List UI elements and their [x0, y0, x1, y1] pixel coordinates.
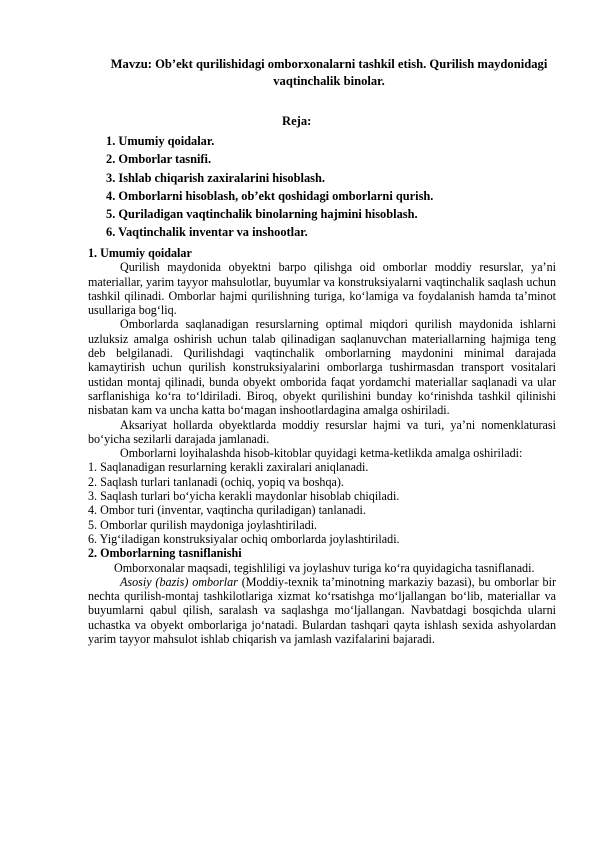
plan-list	[106, 132, 433, 242]
step-item: 2. Saqlash turlari tanlanadi (ochiq, yopiq va boshqa).	[88, 474, 344, 489]
section-heading: 2. Omborlarning tasniflanishi	[88, 546, 242, 561]
plan-heading: Reja:	[282, 114, 312, 128]
paragraph-text: (Moddiy-texnik ta’minotning markaziy bazasi), bu omborlar bir nechta qurilish-montaj tashkilotlariga xizmat ko‘rsatishga mo‘ljallangan bo‘lib, materiallar va buyumlarni qabul qilish, saralash va saqlashga mo‘ljallangan. Navbatdagi bosqichda ularni uchastka va obyekt omborlariga jo‘natadi. Bulardan tashqari qayta ishlash sexida ashyolardan yarim tayyor mahsulot ishlab chiqarish va jamlash vazifalarini bajaradi.	[88, 574, 556, 647]
paragraph: Qurilish maydonida obyektni barpo qilishga oid omborlar moddiy resurslar, ya’ni materiallar, yarim tayyor mahsulotlar, buyumlar va konstruksiyalarni vaqtinchalik saqlash uchun tashkil qilinadi. Omborlar hajmi qurilishning turiga, ko‘lamiga va foydalanish hamda ta’minot usullariga bog‘liq.	[88, 260, 556, 318]
paragraph: Omborlarda saqlanadigan resurslarning optimal miqdori qurilish maydonida ishlarni uzluksiz amalga oshirish uchun talab qilinadigan saqlanuvchan materiallarning hajmiga teng deb belgilanadi. Qurilishdagi vaqtinchalik omborlarning maydonini minimal darajada kamaytirish uchun qurilish konstruksiyalarini omborlarga tushirmasdan transport vositalari ustidan montaj qilinadi, bunda obyekt omborida faqat yordamchi materiallar saqlanadi va ular sarflanishiga ko‘ra to‘ldiriladi. Biroq, obyekt qurilishini bunday ko‘rinishda tashkil qilinishi nisbatan kam va uncha katta bo‘magan inshootlardagina amalga oshiriladi.	[88, 317, 556, 418]
step-item: 5. Omborlar qurilish maydoniga joylashtiriladi.	[88, 517, 318, 532]
plan-item: 6. Vaqtinchalik inventar va inshootlar.	[106, 225, 308, 240]
paragraph	[88, 575, 556, 646]
section-heading: 1. Umumiy qoidalar	[88, 246, 192, 260]
document-body	[88, 246, 556, 646]
paragraph: Omborlarni loyihalashda hisob-kitoblar quyidagi ketma-ketlikda amalga oshiriladi:	[120, 446, 523, 461]
plan-item: 1. Umumiy qoidalar.	[106, 134, 215, 148]
document-title: Mavzu: Ob’ekt qurilishidagi omborxonalarni tashkil etish. Qurilish maydonidagi vaqtinchalik binolar.	[110, 57, 548, 88]
plan-item: 4. Omborlarni hisoblash, ob’ekt qoshidagi omborlarni qurish.	[106, 188, 434, 203]
plan-item: 2. Omborlar tasnifi.	[106, 152, 212, 167]
step-item: 6. Yig‘iladigan konstruksiyalar ochiq omborlarda joylashtiriladi.	[88, 531, 400, 546]
step-item: 1. Saqlanadigan resurlarning kerakli zaxiralari aniqlanadi.	[88, 460, 369, 475]
term-asosiy-omborlar: Asosiy (bazis) omborlar	[120, 574, 238, 589]
step-item: 4. Ombor turi (inventar, vaqtincha quriladigan) tanlanadi.	[88, 503, 366, 518]
plan-item: 3. Ishlab chiqarish zaxiralarini hisoblash.	[106, 170, 325, 185]
step-item: 3. Saqlash turlari bo‘yicha kerakli maydonlar hisoblab chiqiladi.	[88, 489, 400, 504]
plan-item: 5. Quriladigan vaqtinchalik binolarning hajmini hisoblash.	[106, 207, 418, 222]
paragraph: Omborxonalar maqsadi, tegishliligi va joylashuv turiga ko‘ra quyidagicha tasniflanadi.	[114, 560, 535, 575]
paragraph: Aksariyat hollarda obyektlarda moddiy resurslar hajmi va turi, ya’ni nomenklaturasi bo‘yicha sezilarli darajada jamlanadi.	[88, 417, 556, 446]
